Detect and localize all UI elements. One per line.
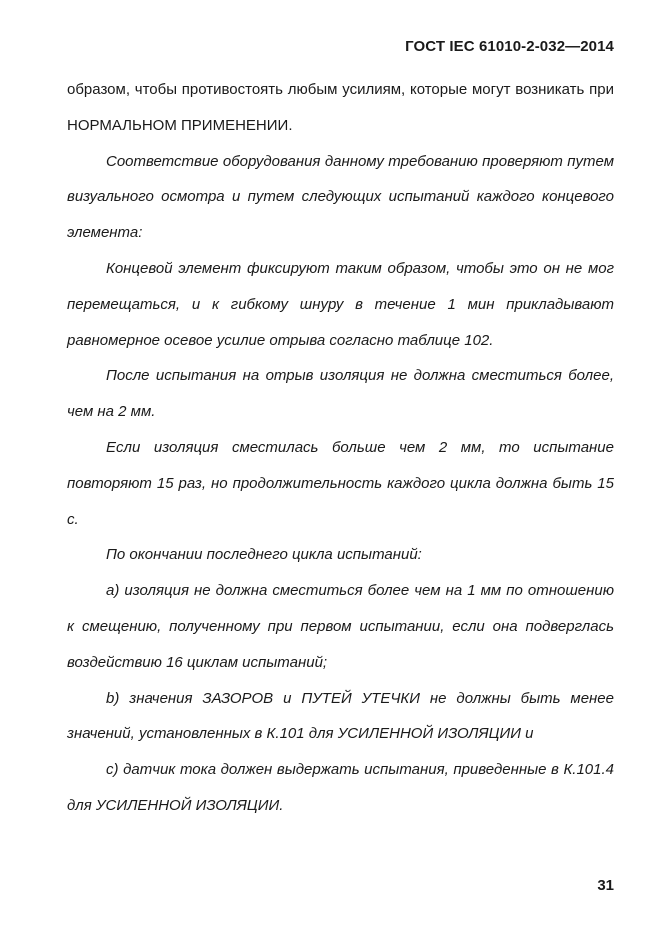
paragraph-compliance-check: Соответствие оборудования данному требованию проверяют путем визуального осмотра и путем следующих испытаний каждого концевого элемента: <box>67 152 614 242</box>
paragraph-last-cycle: По окончании последнего цикла испытаний: <box>106 546 422 564</box>
paragraph-repeat-test: Если изоляция сместилась больше чем 2 мм, то испытание повторяют 15 раз, но продолжительность каждого цикла должна быть 15 с. <box>67 438 614 528</box>
paragraph-after-test: После испытания на отрыв изоляция не должна сместиться более, чем на 2 мм. <box>67 367 614 421</box>
list-item-c: c) датчик тока должен выдержать испытания, приведенные в К.101.4 для УСИЛЕННОЙ ИЗОЛЯЦИИ. <box>67 761 614 814</box>
page-number: 31 <box>597 877 614 894</box>
list-item-b: b) значения ЗАЗОРОВ и ПУТЕЙ УТЕЧКИ не должны быть менее значений, установленных в К.101 для УСИЛЕННОЙ ИЗОЛЯЦИИ и <box>67 689 614 743</box>
list-item-a: a) изоляция не должна сместиться более чем на 1 мм по отношению к смещению, полученному при первом испытании, если она подверглась воздействию 16 циклам испытаний; <box>67 582 614 671</box>
paragraph-pull-test: Концевой элемент фиксируют таким образом, чтобы это он не мог перемещаться, и к гибкому шнуру в течение 1 мин прикладывают равномерное осевое усилие отрыва согласно таблице 102. <box>67 259 614 349</box>
document-header: ГОСТ IEC 61010-2-032—2014 <box>405 38 614 55</box>
paragraph-continuation: образом, чтобы противостоять любым усилиям, которые могут возникать при НОРМАЛЬНОМ ПРИМЕНЕНИИ. <box>67 81 614 134</box>
document-body <box>67 72 614 824</box>
